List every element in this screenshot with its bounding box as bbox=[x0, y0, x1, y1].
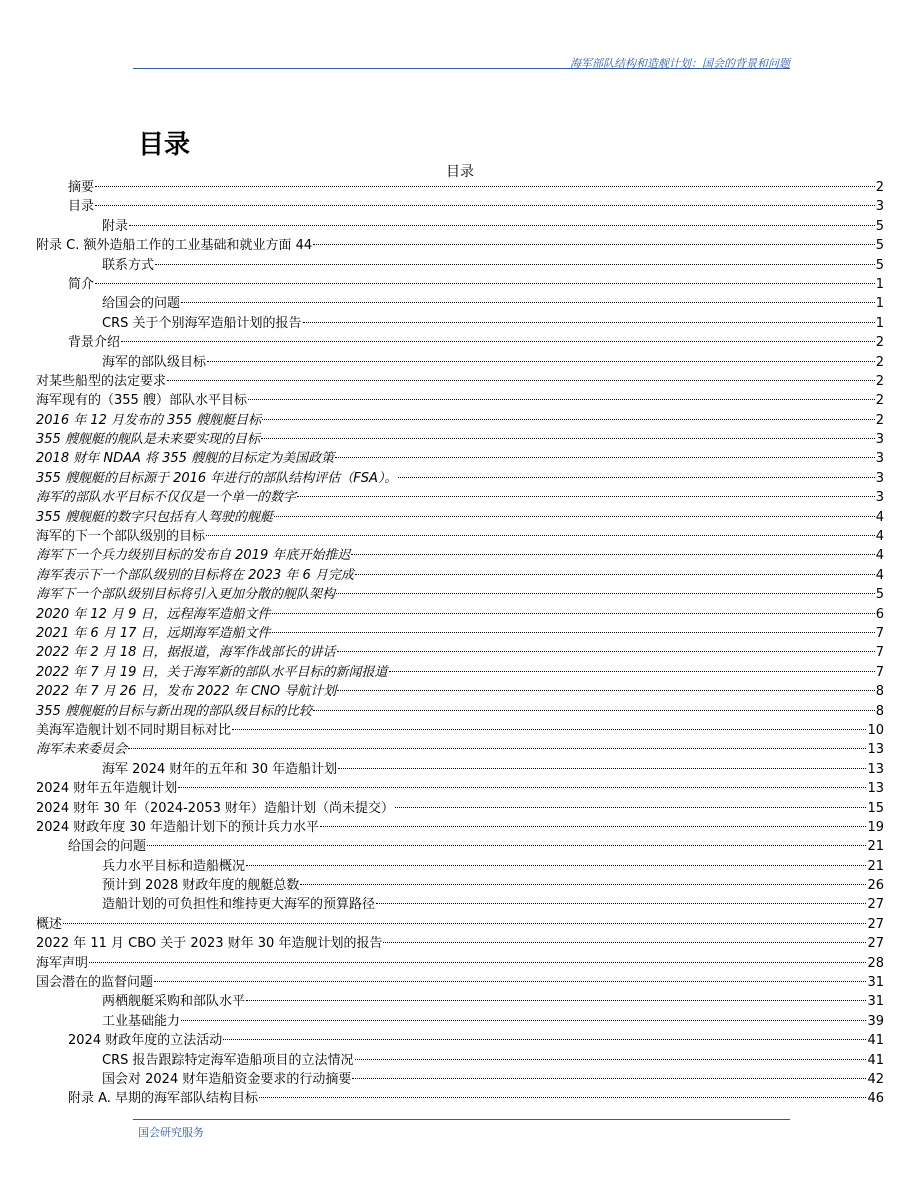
toc-entry[interactable] bbox=[36, 527, 884, 546]
toc-entry-title: 2024 财年 30 年（2024-2053 财年）造船计划（尚未提交） bbox=[36, 800, 395, 816]
toc-entry[interactable] bbox=[36, 799, 884, 818]
toc-entry-page-number: 4 bbox=[875, 529, 884, 545]
toc-entry-title: 海军现有的（355 艘）部队水平目标 bbox=[36, 393, 247, 409]
toc-entry-page-number: 4 bbox=[875, 567, 884, 583]
toc-dot-leader bbox=[129, 225, 875, 226]
toc-entry[interactable] bbox=[36, 411, 884, 430]
toc-entry-title: 2016 年 12 月发布的 355 艘舰艇目标 bbox=[36, 412, 262, 428]
toc-entry-page-number: 7 bbox=[875, 645, 884, 661]
table-of-contents bbox=[36, 178, 884, 1109]
toc-dot-leader bbox=[355, 1059, 867, 1060]
toc-entry-page-number: 2 bbox=[875, 412, 884, 428]
toc-entry[interactable] bbox=[36, 391, 884, 410]
toc-entry[interactable] bbox=[36, 566, 884, 585]
footer-divider bbox=[133, 1119, 790, 1120]
page-title: 目录 bbox=[138, 130, 191, 160]
toc-entry-page-number: 5 bbox=[875, 257, 884, 273]
toc-dot-leader bbox=[274, 516, 875, 517]
toc-dot-leader bbox=[300, 884, 866, 885]
toc-entry-page-number: 8 bbox=[875, 684, 884, 700]
toc-entry-title: 国会潜在的监督问题 bbox=[36, 975, 154, 991]
toc-entry-title: 海军下一个兵力级别目标的发布自 2019 年底开始推迟 bbox=[36, 548, 351, 564]
toc-dot-leader bbox=[337, 690, 875, 691]
toc-entry-title: 2024 财政年度的立法活动 bbox=[68, 1033, 223, 1049]
toc-dot-leader bbox=[246, 865, 866, 866]
toc-entry-title: 预计到 2028 财政年度的舰艇总数 bbox=[102, 878, 300, 894]
toc-dot-leader bbox=[313, 244, 875, 245]
toc-entry[interactable] bbox=[36, 1031, 884, 1050]
toc-entry-title: 海军的部队水平目标不仅仅是一个单一的数字 bbox=[36, 490, 297, 506]
toc-entry-page-number: 7 bbox=[875, 625, 884, 641]
toc-entry-title: 概述 bbox=[36, 916, 63, 932]
toc-dot-leader bbox=[261, 438, 875, 439]
toc-entry-page-number: 28 bbox=[867, 955, 884, 971]
toc-entry-page-number: 3 bbox=[875, 199, 884, 215]
toc-entry[interactable] bbox=[36, 1051, 884, 1070]
toc-entry[interactable] bbox=[36, 217, 884, 236]
toc-entry-page-number: 19 bbox=[867, 819, 884, 835]
toc-entry-page-number: 46 bbox=[867, 1091, 884, 1107]
toc-entry[interactable] bbox=[36, 643, 884, 662]
toc-entry-page-number: 2 bbox=[875, 180, 884, 195]
toc-entry-title: 两栖舰艇采购和部队水平 bbox=[102, 994, 246, 1010]
toc-entry-page-number: 27 bbox=[867, 916, 884, 932]
toc-entry-page-number: 6 bbox=[875, 606, 884, 622]
toc-entry[interactable] bbox=[36, 973, 884, 992]
toc-entry-page-number: 5 bbox=[875, 587, 884, 603]
toc-entry-page-number: 41 bbox=[867, 1052, 884, 1068]
toc-dot-leader bbox=[89, 962, 866, 963]
toc-entry-title: 美海军造舰计划不同时期目标对比 bbox=[36, 722, 232, 738]
toc-dot-leader bbox=[248, 399, 875, 400]
toc-entry[interactable] bbox=[36, 353, 884, 372]
toc-dot-leader bbox=[395, 807, 866, 808]
toc-dot-leader bbox=[223, 1039, 866, 1040]
header-divider bbox=[133, 68, 790, 69]
toc-entry[interactable] bbox=[36, 1012, 884, 1031]
toc-entry[interactable] bbox=[36, 236, 884, 255]
toc-entry-title: 海军未来委员会 bbox=[36, 742, 128, 758]
toc-dot-leader bbox=[355, 574, 875, 575]
toc-entry[interactable] bbox=[36, 197, 884, 216]
toc-entry[interactable] bbox=[36, 624, 884, 643]
toc-dot-leader bbox=[398, 477, 874, 478]
toc-entry-title: 对某些船型的法定要求 bbox=[36, 373, 167, 389]
toc-entry-title: 355 艘舰艇的目标与新出现的部队级目标的比较 bbox=[36, 703, 312, 719]
toc-entry[interactable] bbox=[36, 469, 884, 488]
toc-dot-leader bbox=[335, 457, 875, 458]
toc-entry-page-number: 7 bbox=[875, 664, 884, 680]
toc-entry-page-number: 2 bbox=[875, 373, 884, 389]
toc-entry-page-number: 10 bbox=[867, 722, 884, 738]
toc-dot-leader bbox=[63, 923, 866, 924]
toc-dot-leader bbox=[128, 748, 866, 749]
toc-entry-page-number: 1 bbox=[875, 315, 884, 331]
toc-entry-title: 国会对 2024 财年造船资金要求的行动摘要 bbox=[102, 1071, 352, 1087]
toc-entry-title: 2018 财年 NDAA 将 355 艘舰的目标定为美国政策 bbox=[36, 451, 335, 467]
toc-entry[interactable] bbox=[36, 585, 884, 604]
toc-entry-page-number: 2 bbox=[875, 335, 884, 351]
toc-dot-leader bbox=[232, 729, 866, 730]
toc-dot-leader bbox=[147, 845, 866, 846]
toc-entry[interactable] bbox=[36, 682, 884, 701]
toc-entry-title: 2022 年 7 月 26 日，发布 2022 年 CNO 导航计划 bbox=[36, 684, 337, 700]
toc-entry-page-number: 3 bbox=[875, 432, 884, 448]
toc-entry[interactable] bbox=[36, 256, 884, 275]
toc-entry[interactable] bbox=[36, 992, 884, 1011]
toc-entry[interactable] bbox=[36, 915, 884, 934]
toc-entry-page-number: 8 bbox=[875, 703, 884, 719]
toc-entry-page-number: 26 bbox=[867, 878, 884, 894]
toc-entry-page-number: 3 bbox=[875, 490, 884, 506]
toc-entry[interactable] bbox=[36, 740, 884, 759]
toc-entry-title: 海军的下一个部队级别的目标 bbox=[36, 529, 206, 545]
toc-dot-leader bbox=[297, 496, 875, 497]
toc-entry-title: 355 艘舰艇的目标源于 2016 年进行的部队结构评估（FSA）。 bbox=[36, 470, 398, 486]
toc-entry-title: 2022 年 11 月 CBO 关于 2023 财年 30 年造舰计划的报告 bbox=[36, 936, 383, 952]
toc-entry[interactable] bbox=[36, 895, 884, 914]
toc-entry[interactable] bbox=[36, 314, 884, 333]
toc-entry-page-number: 13 bbox=[867, 781, 884, 797]
toc-entry-page-number: 31 bbox=[867, 975, 884, 991]
toc-dot-leader bbox=[313, 710, 875, 711]
toc-entry-page-number: 21 bbox=[867, 839, 884, 855]
toc-entry-page-number: 13 bbox=[867, 742, 884, 758]
toc-entry-title: 355 艘舰艇的舰队是未来要实现的目标 bbox=[36, 432, 260, 448]
toc-entry-title: 背景介绍 bbox=[68, 335, 121, 351]
toc-dot-leader bbox=[246, 1000, 866, 1001]
toc-entry-title: 2022 年 2 月 18 日，据报道，海军作战部长的讲话 bbox=[36, 645, 336, 661]
toc-dot-leader bbox=[338, 768, 866, 769]
toc-entry-title: 2020 年 12 月 9 日，远程海军造船文件 bbox=[36, 606, 271, 622]
toc-entry[interactable] bbox=[36, 702, 884, 721]
toc-entry-page-number: 1 bbox=[875, 276, 884, 292]
toc-entry-page-number: 42 bbox=[867, 1071, 884, 1087]
toc-entry[interactable] bbox=[36, 546, 884, 565]
toc-dot-leader bbox=[303, 322, 875, 323]
toc-dot-leader bbox=[181, 1020, 866, 1021]
toc-dot-leader bbox=[121, 341, 875, 342]
toc-dot-leader bbox=[207, 361, 875, 362]
toc-entry-page-number: 21 bbox=[867, 858, 884, 874]
toc-entry[interactable] bbox=[36, 275, 884, 294]
toc-entry[interactable] bbox=[36, 721, 884, 740]
toc-dot-leader bbox=[259, 1097, 866, 1098]
toc-entry-title: 2021 年 6 月 17 日，远期海军造船文件 bbox=[36, 625, 271, 641]
toc-entry-title: 2022 年 7 月 19 日，关于海军新的部队水平目标的新闻报道 bbox=[36, 664, 388, 680]
toc-dot-leader bbox=[383, 942, 866, 943]
toc-entry[interactable] bbox=[36, 333, 884, 352]
toc-dot-leader bbox=[351, 554, 874, 555]
toc-entry[interactable] bbox=[36, 857, 884, 876]
toc-entry[interactable] bbox=[36, 294, 884, 313]
toc-entry-title: CRS 报告跟踪特定海军造船项目的立法情况 bbox=[102, 1052, 354, 1068]
toc-dot-leader bbox=[352, 1078, 866, 1079]
toc-dot-leader bbox=[336, 593, 875, 594]
running-header-title: 海军部队结构和造舰计划：国会的背景和问题 bbox=[570, 57, 790, 70]
toc-entry-title: 2024 财年五年造舰计划 bbox=[36, 781, 178, 797]
toc-entry-title: CRS 关于个别海军造船计划的报告 bbox=[102, 315, 302, 331]
toc-entry[interactable] bbox=[36, 818, 884, 837]
toc-dot-leader bbox=[95, 283, 875, 284]
toc-entry[interactable] bbox=[36, 449, 884, 468]
toc-entry-page-number: 31 bbox=[867, 994, 884, 1010]
toc-subheading: 目录 bbox=[446, 164, 474, 180]
toc-entry-page-number: 3 bbox=[875, 451, 884, 467]
toc-dot-leader bbox=[95, 205, 875, 206]
toc-entry[interactable] bbox=[36, 760, 884, 779]
toc-dot-leader bbox=[262, 419, 875, 420]
toc-entry-title: 兵力水平目标和造船概况 bbox=[102, 858, 246, 874]
toc-entry[interactable] bbox=[36, 663, 884, 682]
toc-entry[interactable] bbox=[36, 876, 884, 895]
toc-dot-leader bbox=[155, 264, 875, 265]
toc-dot-leader bbox=[167, 380, 875, 381]
toc-dot-leader bbox=[95, 186, 875, 187]
toc-entry-page-number: 27 bbox=[867, 897, 884, 913]
toc-dot-leader bbox=[181, 302, 875, 303]
toc-entry-page-number: 4 bbox=[875, 509, 884, 525]
toc-entry-page-number: 2 bbox=[875, 393, 884, 409]
toc-dot-leader bbox=[337, 651, 875, 652]
toc-entry[interactable] bbox=[36, 488, 884, 507]
toc-entry[interactable] bbox=[36, 934, 884, 953]
toc-entry-title: 目录 bbox=[68, 199, 95, 215]
toc-entry-title: 海军声明 bbox=[36, 955, 89, 971]
toc-entry[interactable] bbox=[36, 954, 884, 973]
toc-entry[interactable] bbox=[36, 1070, 884, 1089]
toc-entry-page-number: 3 bbox=[875, 470, 884, 486]
toc-entry-page-number: 13 bbox=[867, 761, 884, 777]
toc-dot-leader bbox=[272, 613, 875, 614]
toc-dot-leader bbox=[389, 671, 875, 672]
toc-entry-page-number: 5 bbox=[875, 218, 884, 234]
toc-entry-title: 联系方式 bbox=[102, 257, 155, 273]
toc-entry-title: 附录 C. 额外造船工作的工业基础和就业方面 44 bbox=[36, 238, 313, 254]
toc-entry[interactable] bbox=[36, 508, 884, 527]
toc-entry-title: 2024 财政年度 30 年造船计划下的预计兵力水平 bbox=[36, 819, 320, 835]
toc-entry-title: 附录 bbox=[102, 218, 129, 234]
toc-entry[interactable] bbox=[36, 605, 884, 624]
toc-entry[interactable] bbox=[36, 837, 884, 856]
toc-entry[interactable] bbox=[36, 430, 884, 449]
toc-entry[interactable] bbox=[36, 779, 884, 798]
toc-entry-page-number: 4 bbox=[875, 548, 884, 564]
toc-dot-leader bbox=[320, 826, 866, 827]
toc-entry-title: 造船计划的可负担性和维持更大海军的预算路径 bbox=[102, 897, 376, 913]
toc-entry[interactable] bbox=[36, 178, 884, 197]
toc-dot-leader bbox=[272, 632, 875, 633]
toc-entry-page-number: 2 bbox=[875, 354, 884, 370]
toc-dot-leader bbox=[178, 787, 866, 788]
toc-entry-title: 给国会的问题 bbox=[68, 839, 147, 855]
toc-entry-title: 海军下一个部队级别目标将引入更加分散的舰队架构 bbox=[36, 587, 336, 603]
toc-entry-title: 海军 2024 财年的五年和 30 年造船计划 bbox=[102, 761, 338, 777]
toc-entry[interactable] bbox=[36, 1089, 884, 1108]
toc-entry-page-number: 5 bbox=[875, 238, 884, 254]
toc-entry-page-number: 27 bbox=[867, 936, 884, 952]
toc-entry-title: 附录 A. 早期的海军部队结构目标 bbox=[68, 1091, 259, 1107]
toc-entry-title: 简介 bbox=[68, 276, 95, 292]
toc-entry-title: 355 艘舰艇的数字只包括有人驾驶的舰艇 bbox=[36, 509, 273, 525]
toc-entry-title: 海军的部队级目标 bbox=[102, 354, 207, 370]
toc-entry-title: 摘要 bbox=[68, 180, 95, 195]
toc-dot-leader bbox=[206, 535, 875, 536]
toc-entry-page-number: 39 bbox=[867, 1013, 884, 1029]
toc-entry-title: 工业基础能力 bbox=[102, 1013, 181, 1029]
toc-dot-leader bbox=[376, 903, 866, 904]
toc-entry-title: 海军表示下一个部队级别的目标将在 2023 年 6 月完成 bbox=[36, 567, 354, 583]
toc-entry-title: 给国会的问题 bbox=[102, 296, 181, 312]
toc-entry-page-number: 1 bbox=[875, 296, 884, 312]
toc-entry-page-number: 41 bbox=[867, 1033, 884, 1049]
toc-dot-leader bbox=[154, 981, 866, 982]
toc-entry-page-number: 15 bbox=[867, 800, 884, 816]
footer-publisher: 国会研究服务 bbox=[138, 1126, 204, 1139]
toc-entry[interactable] bbox=[36, 372, 884, 391]
